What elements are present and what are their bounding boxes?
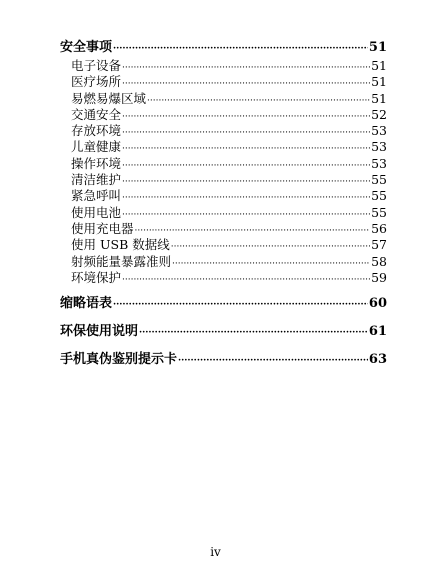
toc-subentry[interactable] [60,237,387,253]
toc-subentry[interactable] [60,254,387,270]
toc-entry-page: 60 [368,296,387,312]
toc-subentry-title: 易燃易爆区域 [71,90,147,106]
toc-subentry-page: 51 [371,90,387,106]
toc-subentry-page: 53 [371,139,387,155]
toc-subentry[interactable] [60,172,387,188]
dot-leader [122,272,370,288]
toc-subentry-page: 55 [371,188,387,204]
toc-subentry[interactable] [60,139,387,155]
toc-entry-abbreviations[interactable] [60,294,387,314]
toc-subentry-page: 55 [371,204,387,220]
toc-entry-title: 安全事项 [60,40,113,55]
toc-subentry-page: 57 [371,237,387,253]
dot-leader [178,351,368,371]
dot-leader [139,323,368,343]
toc-subentry[interactable] [60,91,387,107]
toc-subentry-title: 电子设备 [71,58,122,73]
toc-subentry-title: 清洁维护 [71,172,122,188]
toc-subentry-page: 51 [371,74,387,90]
toc-subentry-title: 存放环境 [71,123,122,139]
dot-leader [172,256,370,272]
toc-subentry-title: 紧急呼叫 [71,188,122,204]
toc-subentry-page: 59 [371,269,387,285]
dot-leader [147,93,370,109]
dot-leader [113,295,368,315]
toc-entry-page: 51 [368,40,387,55]
toc-subentry[interactable] [60,107,387,123]
toc-subentry-page: 58 [371,253,387,269]
toc-subentry[interactable] [60,221,387,237]
toc-subentry[interactable] [60,58,387,74]
toc-subentry-title: 使用电池 [71,204,122,220]
toc-subentry[interactable] [60,205,387,221]
dot-leader [122,60,370,76]
toc-subentry-page: 56 [371,220,387,236]
toc-subentry-page: 51 [371,58,387,73]
toc-entry-title: 环保使用说明 [60,324,139,340]
dot-leader [122,158,370,174]
toc-subentry[interactable] [60,156,387,172]
toc-subentry-title: 交通安全 [71,106,122,122]
toc-entry-authenticity-card[interactable] [60,350,387,370]
dot-leader [113,39,368,59]
toc-subentry-page: 53 [371,155,387,171]
toc-subentry-page: 52 [371,106,387,122]
page-number: iv [210,545,221,559]
toc-subentry-title: 环境保护 [71,269,122,285]
toc-subentry-page: 53 [371,123,387,139]
dot-leader [122,76,370,92]
toc-subentry-title: 操作环境 [71,155,122,171]
toc-subentry[interactable] [60,74,387,90]
toc-subentry[interactable] [60,123,387,139]
toc-entry-safety[interactable] [60,38,387,58]
toc-entry-page: 63 [368,352,387,368]
dot-leader [122,141,370,157]
toc-entry-eco-instructions[interactable] [60,322,387,342]
toc-entry-title: 缩略语表 [60,296,113,312]
dot-leader [122,207,370,223]
toc-subentry-page: 55 [371,172,387,188]
toc-subentry[interactable] [60,270,387,286]
toc-subentry-title: 医疗场所 [71,74,122,90]
dot-leader [122,125,370,141]
toc-entry-page: 61 [368,324,387,340]
toc-subentry[interactable] [60,188,387,204]
toc-subentry-title: 使用 USB 数据线 [71,237,170,253]
dot-leader [122,190,370,206]
toc-subentry-title: 使用充电器 [71,220,134,236]
toc-entry-title: 手机真伪鉴别提示卡 [60,352,178,368]
dot-leader [171,239,370,255]
toc-subentry-title: 射频能量暴露准则 [71,253,172,269]
dot-leader [122,109,370,125]
dot-leader [122,174,370,190]
table-of-contents [60,38,387,370]
toc-subentry-title: 儿童健康 [71,139,122,155]
